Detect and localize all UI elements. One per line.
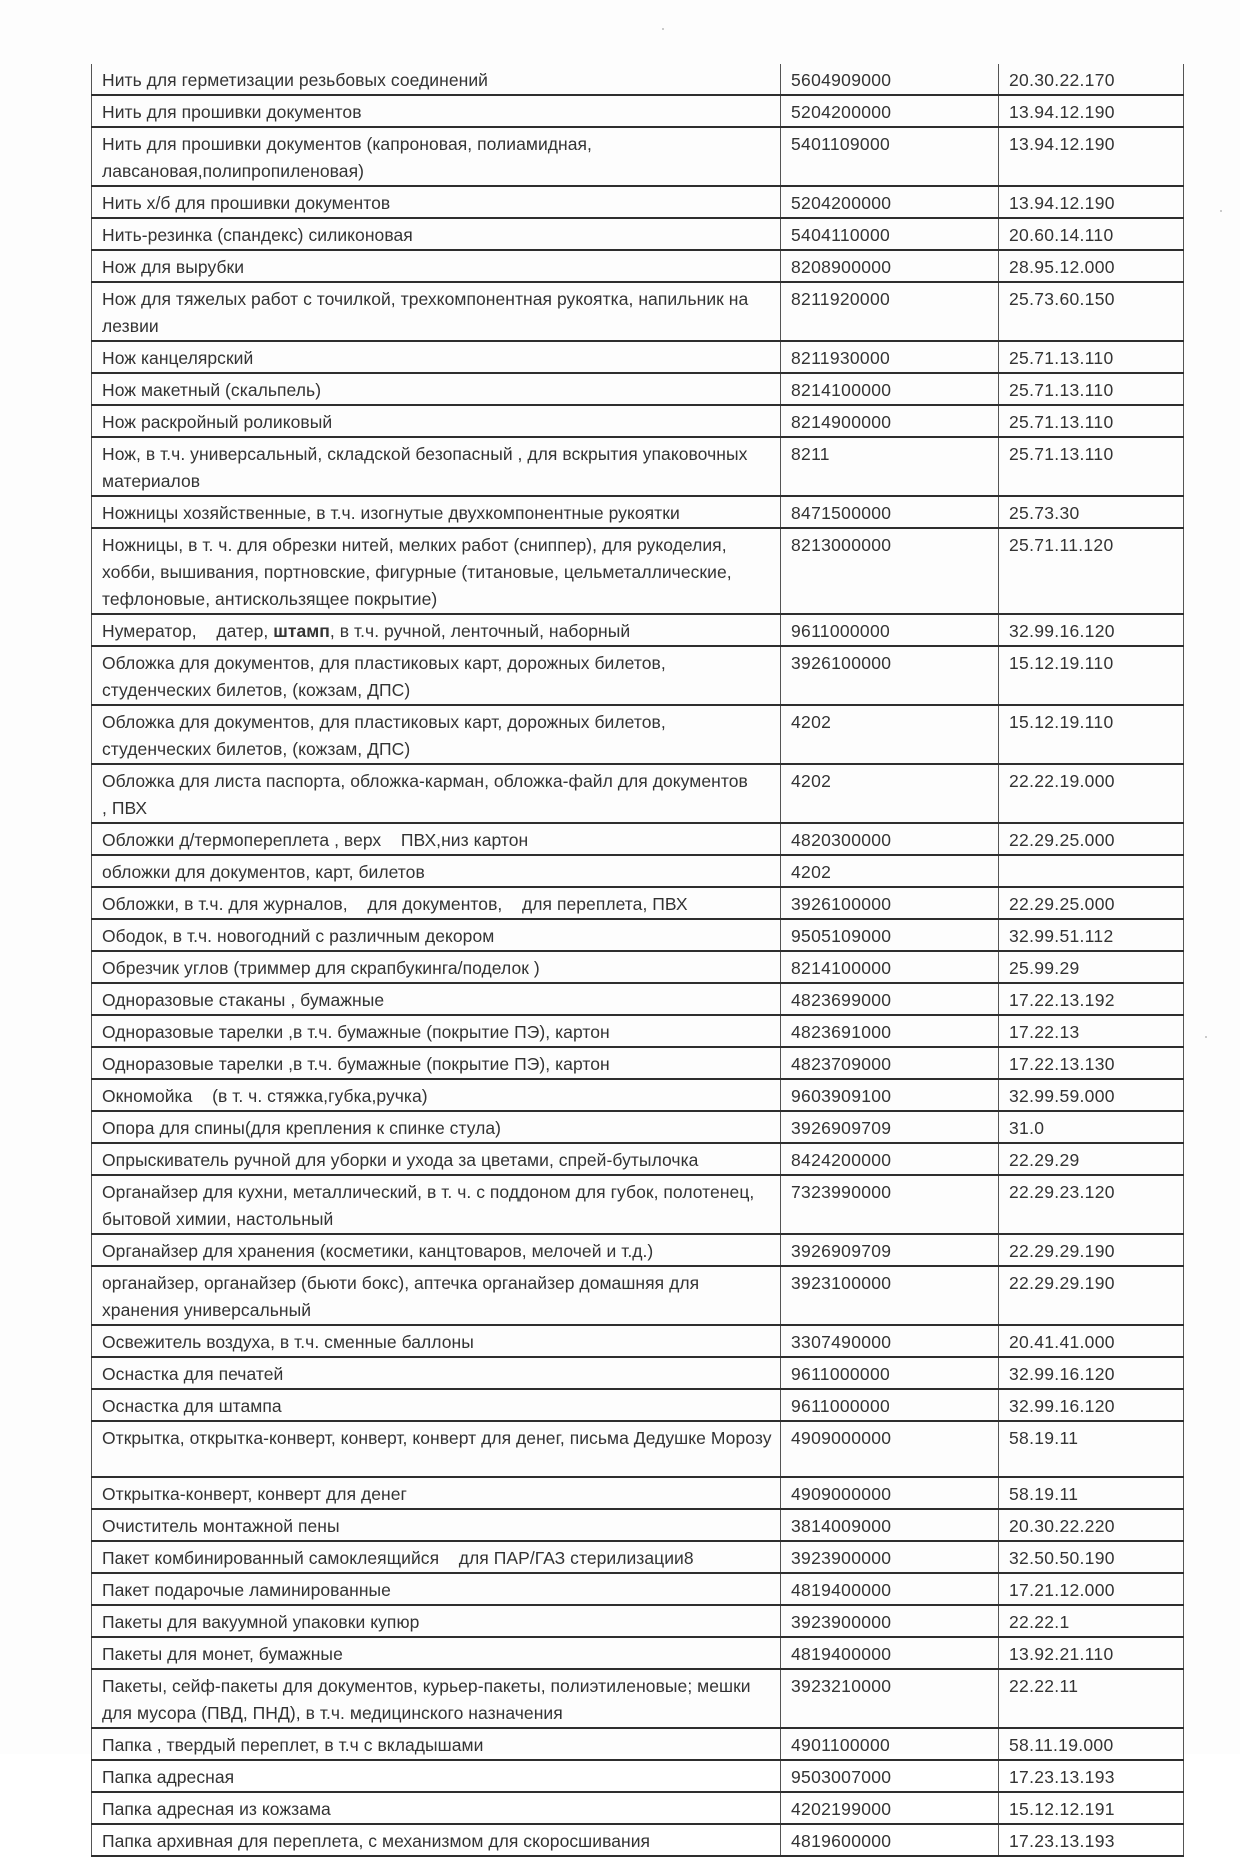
table-row — [92, 614, 1184, 646]
okpd2-code-cell: 58.11.19.000 — [999, 1728, 1184, 1760]
table-row — [92, 1325, 1184, 1357]
tnved-code-cell: 4823709000 — [781, 1047, 999, 1079]
okpd2-code-cell: 13.92.21.110 — [999, 1637, 1184, 1669]
okpd2-code-cell: 32.99.16.120 — [999, 1357, 1184, 1389]
tnved-code-cell: 8214100000 — [781, 951, 999, 983]
table-row — [92, 1573, 1184, 1605]
item-name-cell: Нить-резинка (спандекс) силиконовая — [92, 218, 781, 250]
tnved-code-cell: 4909000000 — [781, 1477, 999, 1509]
item-name-cell: Нож для вырубки — [92, 250, 781, 282]
tnved-code-cell: 9611000000 — [781, 1389, 999, 1421]
item-name-cell: Ножницы хозяйственные, в т.ч. изогнутые двухкомпонентные рукоятки — [92, 496, 781, 528]
item-name-cell: Обложка для документов, для пластиковых карт, дорожных билетов, студенческих билетов, (кожзам, ДПС) — [92, 705, 781, 764]
okpd2-code-cell: 25.71.13.110 — [999, 405, 1184, 437]
table-row — [92, 127, 1184, 186]
item-name-cell: Ножницы, в т. ч. для обрезки нитей, мелких работ (сниппер), для рукоделия, хобби, вышивания, портновские, фигурные (титановые, цельметаллические, тефлоновые, антискользящее покрытие) — [92, 528, 781, 614]
tnved-code-cell: 3923900000 — [781, 1541, 999, 1573]
table-row — [92, 1015, 1184, 1047]
table-row — [92, 951, 1184, 983]
okpd2-code-cell — [999, 855, 1184, 887]
tnved-code-cell: 9503007000 — [781, 1760, 999, 1792]
table-row — [92, 528, 1184, 614]
okpd2-code-cell: 17.22.13.130 — [999, 1047, 1184, 1079]
tnved-code-cell: 3923210000 — [781, 1669, 999, 1728]
tnved-code-cell: 4820300000 — [781, 823, 999, 855]
table-row — [92, 887, 1184, 919]
table-row — [92, 64, 1184, 95]
table-row — [92, 341, 1184, 373]
okpd2-code-cell: 20.60.14.110 — [999, 218, 1184, 250]
tnved-code-cell: 3926909709 — [781, 1111, 999, 1143]
okpd2-code-cell: 25.99.29 — [999, 951, 1184, 983]
okpd2-code-cell: 22.29.29 — [999, 1143, 1184, 1175]
scan-speck — [1220, 210, 1222, 212]
table-row — [92, 1477, 1184, 1509]
table-row — [92, 373, 1184, 405]
item-name-cell: Папка адресная из кожзама — [92, 1792, 781, 1824]
item-name-cell: Пакет подарочые ламинированные — [92, 1573, 781, 1605]
item-name-cell: Оснастка для штампа — [92, 1389, 781, 1421]
table-row — [92, 1047, 1184, 1079]
okpd2-code-cell: 22.22.19.000 — [999, 764, 1184, 823]
item-name-cell: органайзер, органайзер (бьюти бокс), аптечка органайзер домашняя для хранения универсальный — [92, 1266, 781, 1325]
item-name-cell: Пакеты для монет, бумажные — [92, 1637, 781, 1669]
tnved-code-cell: 8214900000 — [781, 405, 999, 437]
table-row — [92, 705, 1184, 764]
tnved-code-cell: 4819400000 — [781, 1637, 999, 1669]
tnved-code-cell: 4202 — [781, 764, 999, 823]
okpd2-code-cell: 22.29.25.000 — [999, 887, 1184, 919]
tnved-code-cell: 4819600000 — [781, 1824, 999, 1856]
okpd2-code-cell: 13.94.12.190 — [999, 95, 1184, 127]
tnved-code-cell: 3926909709 — [781, 1234, 999, 1266]
okpd2-code-cell: 25.71.11.120 — [999, 528, 1184, 614]
tnved-code-cell: 4202199000 — [781, 1792, 999, 1824]
table-row — [92, 1760, 1184, 1792]
okpd2-code-cell: 28.95.12.000 — [999, 250, 1184, 282]
item-name-cell: обложки для документов, карт, билетов — [92, 855, 781, 887]
okpd2-code-cell: 25.71.13.110 — [999, 437, 1184, 496]
table-row — [92, 1669, 1184, 1728]
tnved-code-cell: 8211930000 — [781, 341, 999, 373]
tnved-code-cell: 5404110000 — [781, 218, 999, 250]
item-name-cell: Одноразовые стаканы , бумажные — [92, 983, 781, 1015]
okpd2-code-cell: 32.99.51.112 — [999, 919, 1184, 951]
tnved-code-cell: 9505109000 — [781, 919, 999, 951]
item-name-cell: Нож раскройный роликовый — [92, 405, 781, 437]
okpd2-code-cell: 32.99.16.120 — [999, 1389, 1184, 1421]
table-row — [92, 855, 1184, 887]
tnved-code-cell: 3926100000 — [781, 646, 999, 705]
tnved-code-cell: 5204200000 — [781, 95, 999, 127]
tnved-code-cell: 9611000000 — [781, 614, 999, 646]
okpd2-code-cell: 22.29.23.120 — [999, 1175, 1184, 1234]
okpd2-code-cell: 58.19.11 — [999, 1477, 1184, 1509]
item-name-part: Нумератор, датер, — [102, 621, 274, 641]
item-name-cell: Нить х/б для прошивки документов — [92, 186, 781, 218]
tnved-code-cell: 4901100000 — [781, 1728, 999, 1760]
item-name-cell: Окномойка (в т. ч. стяжка,губка,ручка) — [92, 1079, 781, 1111]
okpd2-code-cell: 25.73.30 — [999, 496, 1184, 528]
tnved-code-cell: 5604909000 — [781, 64, 999, 95]
item-name-cell: Обложки д/термопереплета , верх ПВХ,низ картон — [92, 823, 781, 855]
item-name-cell: Опрыскиватель ручной для уборки и ухода за цветами, спрей-бутылочка — [92, 1143, 781, 1175]
item-name-cell: Оснастка для печатей — [92, 1357, 781, 1389]
okpd2-code-cell: 31.0 — [999, 1111, 1184, 1143]
tnved-code-cell: 4819400000 — [781, 1573, 999, 1605]
tnved-code-cell: 8471500000 — [781, 496, 999, 528]
okpd2-code-cell: 17.23.13.193 — [999, 1760, 1184, 1792]
table-row — [92, 1175, 1184, 1234]
table-row — [92, 218, 1184, 250]
scan-speck — [662, 28, 664, 30]
item-name-cell: Обложка для документов, для пластиковых карт, дорожных билетов, студенческих билетов, (кожзам, ДПС) — [92, 646, 781, 705]
tnved-code-cell: 4823691000 — [781, 1015, 999, 1047]
item-name-cell: Нить для прошивки документов — [92, 95, 781, 127]
okpd2-code-cell: 17.22.13.192 — [999, 983, 1184, 1015]
okpd2-code-cell: 25.73.60.150 — [999, 282, 1184, 341]
tnved-code-cell: 5204200000 — [781, 186, 999, 218]
item-name-cell: Одноразовые тарелки ,в т.ч. бумажные (покрытие ПЭ), картон — [92, 1047, 781, 1079]
okpd2-code-cell: 17.23.13.193 — [999, 1824, 1184, 1856]
tnved-code-cell: 9603909100 — [781, 1079, 999, 1111]
okpd2-code-cell: 17.21.12.000 — [999, 1573, 1184, 1605]
table-row — [92, 186, 1184, 218]
item-name-cell: Обложка для листа паспорта, обложка-карман, обложка-файл для документов , ПВХ — [92, 764, 781, 823]
okpd2-code-cell: 22.22.1 — [999, 1605, 1184, 1637]
okpd2-code-cell: 22.29.29.190 — [999, 1266, 1184, 1325]
okpd2-code-cell: 22.29.29.190 — [999, 1234, 1184, 1266]
item-name-cell: Пакеты, сейф-пакеты для документов, курьер-пакеты, полиэтиленовые; мешки для мусора (ПВД, ПНД), в т.ч. медицинского назначения — [92, 1669, 781, 1728]
table-body — [92, 64, 1184, 1856]
tnved-code-cell: 8213000000 — [781, 528, 999, 614]
goods-classification-table — [91, 64, 1184, 1857]
table-row — [92, 1728, 1184, 1760]
item-name-cell: Нить для герметизации резьбовых соединений — [92, 64, 781, 95]
table-row — [92, 1605, 1184, 1637]
okpd2-code-cell: 22.22.11 — [999, 1669, 1184, 1728]
table-row — [92, 1357, 1184, 1389]
table-row — [92, 1266, 1184, 1325]
tnved-code-cell: 3923900000 — [781, 1605, 999, 1637]
item-name-cell: Обрезчик углов (триммер для скрапбукинга/поделок ) — [92, 951, 781, 983]
okpd2-code-cell: 32.99.59.000 — [999, 1079, 1184, 1111]
okpd2-code-cell: 32.99.16.120 — [999, 614, 1184, 646]
table-row — [92, 1792, 1184, 1824]
table-row — [92, 646, 1184, 705]
okpd2-code-cell: 13.94.12.190 — [999, 186, 1184, 218]
table-row — [92, 496, 1184, 528]
tnved-code-cell: 8211920000 — [781, 282, 999, 341]
tnved-code-cell: 3814009000 — [781, 1509, 999, 1541]
tnved-code-cell: 8211 — [781, 437, 999, 496]
table-row — [92, 250, 1184, 282]
okpd2-code-cell: 20.41.41.000 — [999, 1325, 1184, 1357]
item-name-cell: Освежитель воздуха, в т.ч. сменные баллоны — [92, 1325, 781, 1357]
okpd2-code-cell: 20.30.22.170 — [999, 64, 1184, 95]
table-row — [92, 1389, 1184, 1421]
tnved-code-cell: 9611000000 — [781, 1357, 999, 1389]
item-name-part: , в т.ч. ручной, ленточный, наборный — [329, 621, 631, 641]
item-name-cell: Органайзер для хранения (косметики, канцтоваров, мелочей и т.д.) — [92, 1234, 781, 1266]
tnved-code-cell: 8424200000 — [781, 1143, 999, 1175]
item-name-cell: Ободок, в т.ч. новогодний с различным декором — [92, 919, 781, 951]
item-name-cell: Папка архивная для переплета, с механизмом для скоросшивания — [92, 1824, 781, 1856]
tnved-code-cell: 8214100000 — [781, 373, 999, 405]
item-name-cell: Нить для прошивки документов (капроновая, полиамидная, лавсановая,полипропиленовая) — [92, 127, 781, 186]
item-name-cell: Нож для тяжелых работ с точилкой, трехкомпонентная рукоятка, напильник на лезвии — [92, 282, 781, 341]
okpd2-code-cell: 15.12.19.110 — [999, 705, 1184, 764]
item-name-bold-part: штамп — [273, 621, 330, 641]
tnved-code-cell: 8208900000 — [781, 250, 999, 282]
table-row — [92, 919, 1184, 951]
item-name-cell: Пакет комбинированный самоклеящийся для ПАР/ГАЗ стерилизации8 — [92, 1541, 781, 1573]
table-row — [92, 1079, 1184, 1111]
item-name-cell: Очиститель монтажной пены — [92, 1509, 781, 1541]
table-row — [92, 1637, 1184, 1669]
okpd2-code-cell: 25.71.13.110 — [999, 341, 1184, 373]
item-name-cell: Папка адресная — [92, 1760, 781, 1792]
table-row — [92, 437, 1184, 496]
tnved-code-cell: 3923100000 — [781, 1266, 999, 1325]
okpd2-code-cell: 58.19.11 — [999, 1421, 1184, 1477]
item-name-cell: Одноразовые тарелки ,в т.ч. бумажные (покрытие ПЭ), картон — [92, 1015, 781, 1047]
table-row — [92, 1234, 1184, 1266]
tnved-code-cell: 4823699000 — [781, 983, 999, 1015]
tnved-code-cell: 3307490000 — [781, 1325, 999, 1357]
item-name-cell: Пакеты для вакуумной упаковки купюр — [92, 1605, 781, 1637]
okpd2-code-cell: 15.12.19.110 — [999, 646, 1184, 705]
table-row — [92, 1824, 1184, 1856]
scan-speck — [1205, 1036, 1207, 1038]
okpd2-code-cell: 32.50.50.190 — [999, 1541, 1184, 1573]
okpd2-code-cell: 13.94.12.190 — [999, 127, 1184, 186]
tnved-code-cell: 5401109000 — [781, 127, 999, 186]
tnved-code-cell: 4202 — [781, 705, 999, 764]
table-row — [92, 1421, 1184, 1477]
table-row — [92, 983, 1184, 1015]
tnved-code-cell: 7323990000 — [781, 1175, 999, 1234]
item-name-cell: Нож макетный (скальпель) — [92, 373, 781, 405]
table-row — [92, 1111, 1184, 1143]
table-row — [92, 764, 1184, 823]
item-name-cell: Опора для спины(для крепления к спинке стула) — [92, 1111, 781, 1143]
item-name-cell — [92, 614, 781, 646]
okpd2-code-cell: 20.30.22.220 — [999, 1509, 1184, 1541]
table-row — [92, 1541, 1184, 1573]
tnved-code-cell: 4202 — [781, 855, 999, 887]
item-name-cell: Папка , твердый переплет, в т.ч с вкладышами — [92, 1728, 781, 1760]
okpd2-code-cell: 15.12.12.191 — [999, 1792, 1184, 1824]
okpd2-code-cell: 22.29.25.000 — [999, 823, 1184, 855]
tnved-code-cell: 4909000000 — [781, 1421, 999, 1477]
item-name-cell: Обложки, в т.ч. для журналов, для документов, для переплета, ПВХ — [92, 887, 781, 919]
item-name-cell: Нож канцелярский — [92, 341, 781, 373]
okpd2-code-cell: 17.22.13 — [999, 1015, 1184, 1047]
table-row — [92, 1143, 1184, 1175]
item-name-cell: Открытка, открытка-конверт, конверт, конверт для денег, письма Дедушке Морозу — [92, 1421, 781, 1477]
table-row — [92, 405, 1184, 437]
table-row — [92, 95, 1184, 127]
tnved-code-cell: 3926100000 — [781, 887, 999, 919]
item-name-cell: Органайзер для кухни, металлический, в т. ч. с поддоном для губок, полотенец, бытовой химии, настольный — [92, 1175, 781, 1234]
okpd2-code-cell: 25.71.13.110 — [999, 373, 1184, 405]
table-row — [92, 823, 1184, 855]
table-row — [92, 1509, 1184, 1541]
table-row — [92, 282, 1184, 341]
item-name-cell: Нож, в т.ч. универсальный, складской безопасный , для вскрытия упаковочных материалов — [92, 437, 781, 496]
item-name-cell: Открытка-конверт, конверт для денег — [92, 1477, 781, 1509]
